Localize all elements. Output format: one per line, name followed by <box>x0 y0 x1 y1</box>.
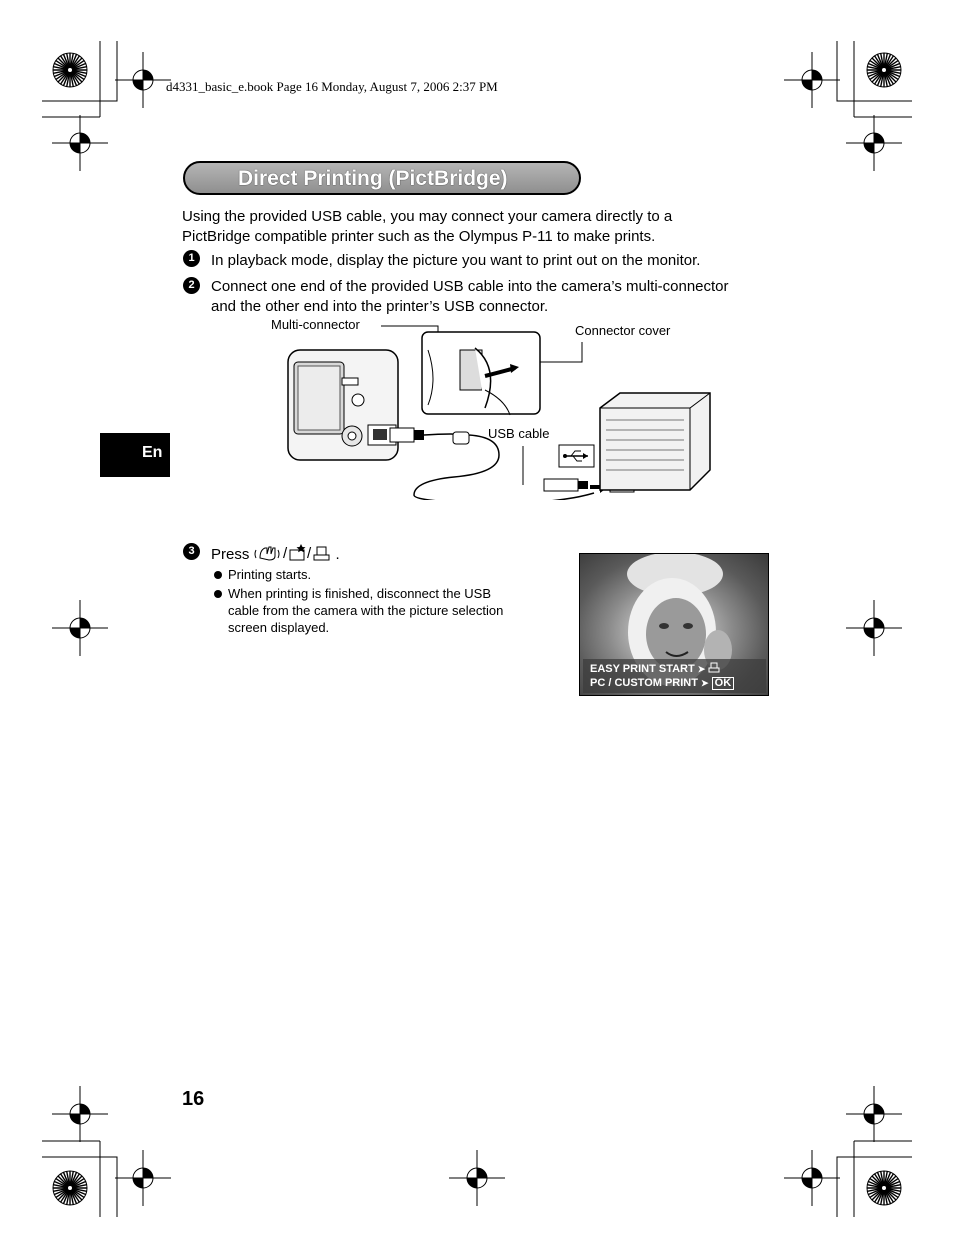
easy-print-start-label: EASY PRINT START <box>590 663 695 675</box>
step-3-suffix: . <box>335 546 340 563</box>
language-tab: En <box>100 433 170 477</box>
step-2-line-2: and the other end into the printer’s USB connector. <box>211 298 549 315</box>
connection-diagram <box>270 320 720 500</box>
connector-cover-label: Connector cover <box>575 323 671 338</box>
usb-cable-label: USB cable <box>488 426 550 441</box>
connector-inset <box>422 332 540 415</box>
arrow-right-icon: ➤ <box>701 678 709 688</box>
svg-text:/: / <box>282 545 287 562</box>
bullet-2-line-3: screen displayed. <box>228 620 330 635</box>
multi-connector-label: Multi-connector <box>271 317 360 332</box>
bullet-2 <box>214 590 222 598</box>
bullet-1-text: Printing starts. <box>228 567 312 582</box>
book-header-line: d4331_basic_e.book Page 16 Monday, August 7, 2006 2:37 PM <box>166 79 498 94</box>
step-3-button-icons <box>254 544 336 562</box>
favorite-icon <box>290 544 306 560</box>
svg-text:/: / <box>306 545 311 562</box>
usb-symbol-icon <box>559 445 594 467</box>
step-1-number: 1 <box>183 250 200 267</box>
step-3-number: 3 <box>183 543 200 560</box>
bullet-2-line-2: cable from the camera with the picture selection <box>228 603 504 618</box>
step-2-line-1: Connect one end of the provided USB cable into the camera’s multi-connector <box>211 278 729 295</box>
shake-icon <box>255 547 279 560</box>
step-3-text <box>211 544 340 565</box>
printer-illustration <box>600 393 710 490</box>
step-2-text <box>211 277 729 317</box>
screen-line-2 <box>590 677 734 690</box>
intro-line-2: PictBridge compatible printer such as the Olympus P-11 to make prints. <box>182 228 656 245</box>
section-title: Direct Printing (PictBridge) <box>238 167 508 190</box>
screen-line-1 <box>590 662 720 675</box>
page-number: 16 <box>182 1088 205 1110</box>
arrow-right-icon: ➤ <box>697 664 706 674</box>
step-2-number: 2 <box>183 277 200 294</box>
ok-button-badge: OK <box>712 677 735 690</box>
step-1-text: In playback mode, display the picture you want to print out on the monitor. <box>211 252 701 269</box>
bullet-2-line-1: When printing is finished, disconnect the USB <box>228 586 492 601</box>
print-icon <box>314 547 329 560</box>
step-3-press-label: Press <box>211 546 250 563</box>
bullet-1 <box>214 571 222 579</box>
camera-illustration <box>288 350 398 460</box>
print-icon <box>708 662 720 673</box>
intro-paragraph <box>182 207 672 247</box>
intro-line-1: Using the provided USB cable, you may connect your camera directly to a <box>182 208 673 225</box>
bullet-2-text <box>228 585 503 636</box>
pc-custom-print-label: PC / CUSTOM PRINT <box>590 677 698 689</box>
